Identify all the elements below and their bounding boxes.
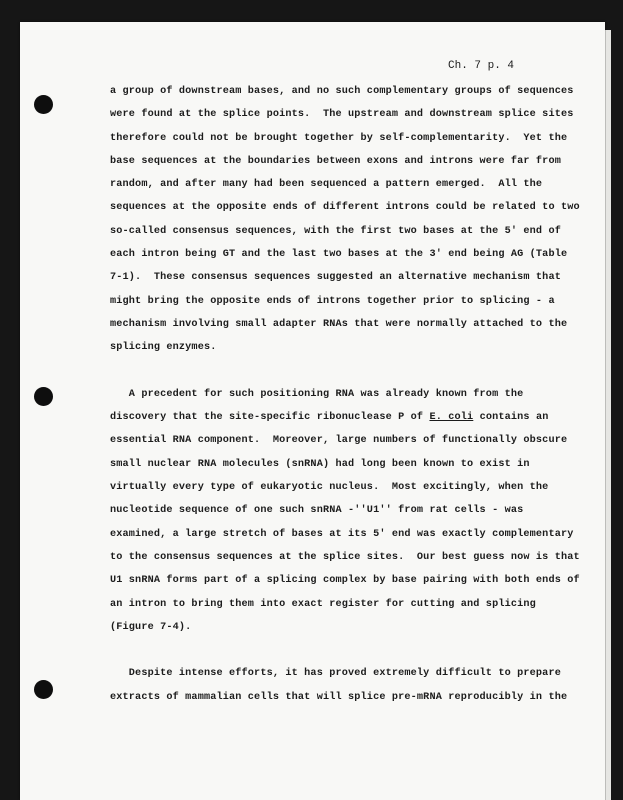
text-line: small nuclear RNA molecules (snRNA) had long been known to exist in: [110, 458, 530, 470]
paragraph-gap: [110, 639, 550, 662]
text-line: might bring the opposite ends of introns together prior to splicing - a: [110, 295, 555, 307]
text-line: (Figure 7-4).: [110, 621, 192, 633]
body-text: [110, 80, 580, 709]
text-line: each intron being GT and the last two bases at the 3' end being AG (Table: [110, 249, 568, 261]
text-line: A precedent for such positioning RNA was already known from the: [110, 388, 524, 400]
text-line: virtually every type of eukaryotic nucleus. Most excitingly, when the: [110, 482, 549, 494]
text-line: examined, a large stretch of bases at its 5' end was exactly complementary: [110, 528, 574, 540]
text-line: an intron to bring them into exact register for cutting and splicing: [110, 598, 536, 610]
page-label: Ch. 7 p. 4: [448, 60, 515, 72]
text-line: sequences at the opposite ends of different introns could be related to two: [110, 202, 580, 214]
text-line: U1 snRNA forms part of a splicing complex by base pairing with both ends of: [110, 575, 580, 587]
text-line: a group of downstream bases, and no such complementary groups of sequences: [110, 86, 574, 97]
text-fragment: discovery that the site-specific ribonuclease P of: [110, 412, 430, 424]
text-line: so-called consensus sequences, with the first two bases at the 5' end of: [110, 225, 561, 237]
text-line: therefore could not be brought together by self-complementarity. Yet the: [110, 132, 568, 144]
text-line: random, and after many had been sequenced a pattern emerged. All the: [110, 179, 543, 191]
text-line: extracts of mammalian cells that will splice pre-mRNA reproducibly in the: [110, 691, 568, 703]
binder-hole-middle: [34, 387, 53, 406]
text-line: 7-1). These consensus sequences suggested an alternative mechanism that: [110, 272, 561, 284]
text-line: were found at the splice points. The upstream and downstream splice sites: [110, 109, 574, 121]
text-line: nucleotide sequence of one such snRNA -''U1'' from rat cells - was: [110, 505, 524, 517]
text-line: essential RNA component. Moreover, large numbers of functionally obscure: [110, 435, 568, 447]
text-line: to the consensus sequences at the splice sites. Our best guess now is that: [110, 551, 580, 563]
underlined-term: E. coli: [429, 412, 474, 424]
binder-hole-bottom: [34, 680, 53, 699]
text-line: base sequences at the boundaries between exons and introns were far from: [110, 155, 561, 167]
paragraph-gap: [110, 360, 550, 383]
text-line-with-italic-term: [110, 406, 550, 429]
binder-hole-top: [34, 95, 53, 114]
paper-edge-strip: [605, 30, 611, 800]
text-fragment: contains an: [473, 412, 549, 424]
text-line: splicing enzymes.: [110, 342, 217, 354]
text-line: mechanism involving small adapter RNAs that were normally attached to the: [110, 318, 568, 330]
text-line: Despite intense efforts, it has proved extremely difficult to prepare: [110, 668, 561, 680]
